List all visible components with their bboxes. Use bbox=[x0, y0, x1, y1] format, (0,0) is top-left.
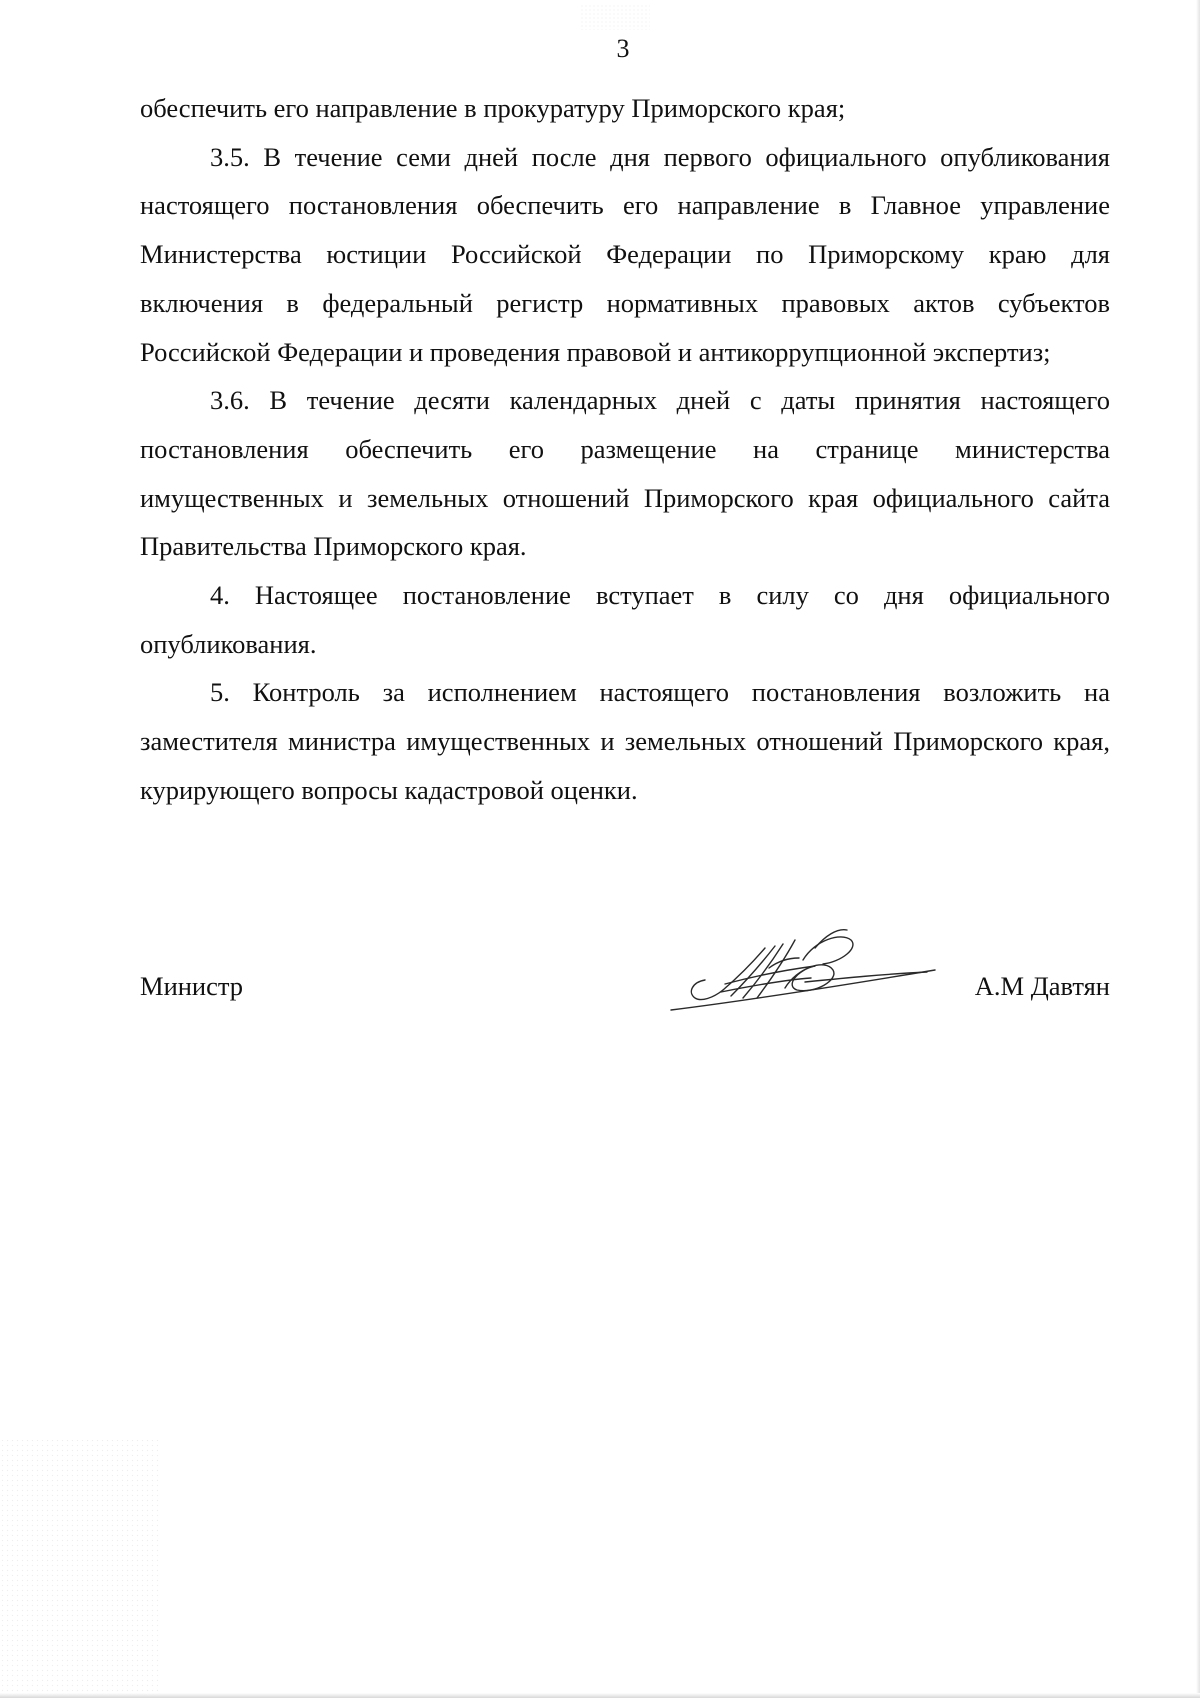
scan-noise-bottom-left bbox=[0, 1438, 160, 1698]
paragraph-5: 5. Контроль за исполнением настоящего постановления возложить на заместителя министра имущественных и земельных отношений Приморского края, курирующего вопросы кадастровой оценки. bbox=[140, 677, 1110, 805]
paragraph-3-5: 3.5. В течение семи дней после дня первого официального опубликования настоящего постановления обеспечить его направление в Главное управление Министерства юстиции Российской Федерации по Приморскому краю для включения в федеральный регистр нормативных правовых актов субъектов Российской Федерации и проведения правовой и антикоррупционной экспертиз; bbox=[140, 141, 1110, 367]
scan-edge-bottom bbox=[0, 1693, 1200, 1698]
signature-block bbox=[140, 962, 1110, 1022]
signer-name: А.М Давтян bbox=[974, 971, 1110, 1001]
handwritten-signature-icon bbox=[665, 918, 940, 1018]
scan-noise-top bbox=[580, 4, 650, 30]
paragraph-3-6: 3.6. В течение десяти календарных дней с даты принятия настоящего постановления обеспечить его размещение на странице министерства имущественных и земельных отношений Приморского края официального сайта Правительства Приморского края. bbox=[140, 385, 1110, 562]
paragraph-4: 4. Настоящее постановление вступает в силу со дня официального опубликования. bbox=[140, 580, 1110, 659]
page-number: 3 bbox=[616, 34, 630, 63]
signer-title: Министр bbox=[140, 971, 244, 1001]
paragraph-continuation: обеспечить его направление в прокуратуру Приморского края; bbox=[140, 93, 846, 123]
scan-edge-right bbox=[1196, 0, 1200, 1698]
document-body bbox=[140, 84, 1110, 815]
